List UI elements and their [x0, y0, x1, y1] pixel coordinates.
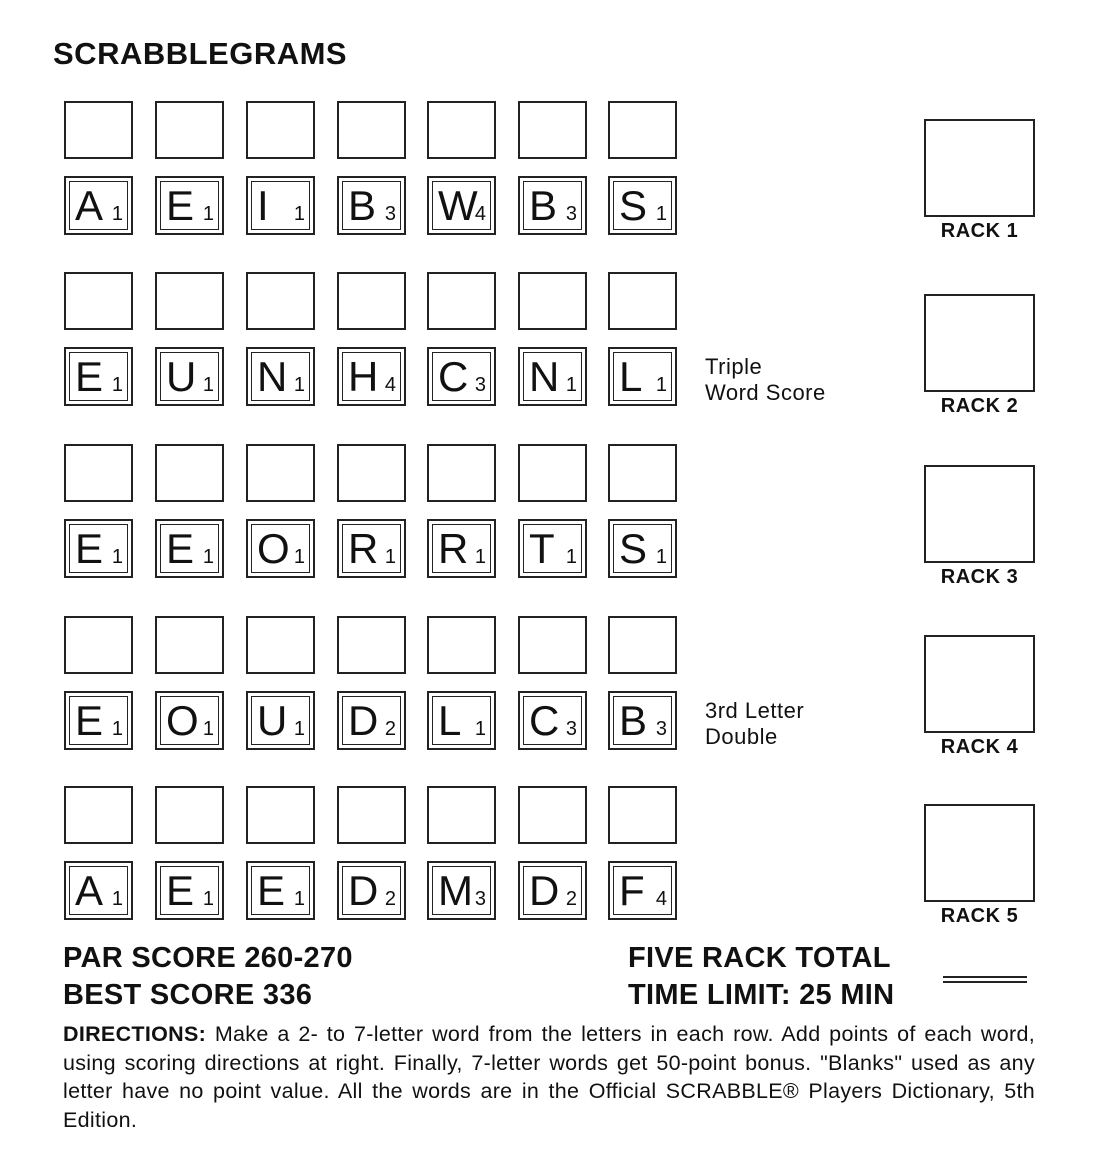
tile-points: 4 [384, 374, 396, 396]
letter-tile [518, 519, 587, 578]
scoring-note-line: Double [705, 724, 778, 749]
letter-tile [608, 347, 677, 406]
puzzle-title: SCRABBLEGRAMS [53, 36, 348, 71]
tile-points: 1 [293, 888, 305, 910]
best-score: BEST SCORE 336 [63, 979, 313, 1011]
tile-letter: B [348, 182, 377, 229]
tile-letter: A [75, 182, 104, 229]
rack-label: RACK 2 [940, 395, 1019, 417]
answer-square[interactable] [64, 272, 133, 330]
letter-tile [427, 691, 496, 750]
rack-label: RACK 1 [940, 220, 1019, 242]
tile-points: 4 [474, 203, 486, 225]
answer-square[interactable] [608, 101, 677, 159]
answer-square[interactable] [337, 616, 406, 674]
tile-letter: I [257, 182, 269, 229]
answer-square[interactable] [246, 272, 315, 330]
tile-letter: C [438, 353, 469, 400]
tile-points: 1 [565, 374, 577, 396]
tile-points: 1 [202, 888, 214, 910]
letter-tile [246, 347, 315, 406]
tile-points: 1 [202, 718, 214, 740]
tile-points: 1 [111, 374, 123, 396]
tile-letter: N [529, 353, 560, 400]
tile-letter: L [438, 697, 462, 744]
tile-points: 1 [474, 718, 486, 740]
answer-square[interactable] [427, 616, 496, 674]
tile-points: 3 [474, 374, 486, 396]
tile-letter: E [257, 867, 286, 914]
answer-square[interactable] [518, 616, 587, 674]
letter-tile [64, 519, 133, 578]
answer-square[interactable] [518, 101, 587, 159]
letter-tile [246, 691, 315, 750]
tile-points: 1 [655, 203, 667, 225]
tile-letter: O [166, 697, 199, 744]
scoring-note [705, 354, 826, 406]
tile-points: 2 [565, 888, 577, 910]
letter-tile [608, 519, 677, 578]
tile-letter: T [529, 525, 555, 572]
letter-tile [608, 861, 677, 920]
answer-square[interactable] [64, 786, 133, 844]
tile-letter: U [257, 697, 288, 744]
tile-points: 1 [111, 718, 123, 740]
tile-letter: C [529, 697, 560, 744]
tile-points: 2 [384, 718, 396, 740]
tile-points: 3 [384, 203, 396, 225]
letter-tile [64, 347, 133, 406]
answer-square[interactable] [246, 786, 315, 844]
letter-tile [518, 861, 587, 920]
letter-tile [246, 519, 315, 578]
tile-letter: B [529, 182, 558, 229]
tile-points: 1 [111, 888, 123, 910]
answer-square[interactable] [246, 101, 315, 159]
letter-tile [337, 691, 406, 750]
tile-letter: O [257, 525, 290, 572]
tile-points: 1 [293, 203, 305, 225]
answer-square[interactable] [246, 444, 315, 502]
letter-tile [155, 176, 224, 235]
tile-letter: M [438, 867, 473, 914]
letter-tile [64, 176, 133, 235]
rack-score-box[interactable] [924, 119, 1035, 217]
scoring-note-line: 3rd Letter [705, 698, 805, 723]
tile-letter: E [166, 182, 195, 229]
tile-points: 1 [293, 374, 305, 396]
directions-text: Make a 2- to 7-letter word from the letters in each row. Add points of each word, using scoring directions at right. Finally, 7-letter words get 50-point bonus. "Blanks" used as any letter have no point value. All the words are in the Official SCRABBLE® Players Dictionary, 5th Edition. [63, 1022, 1035, 1132]
time-limit: TIME LIMIT: 25 MIN [628, 979, 895, 1011]
scoring-note-line: Word Score [705, 380, 826, 405]
rack-score-box[interactable] [924, 465, 1035, 563]
rack-score-box[interactable] [924, 635, 1035, 733]
letter-tile [608, 176, 677, 235]
letter-tile [246, 861, 315, 920]
tile-letter: R [438, 525, 469, 572]
answer-square[interactable] [518, 786, 587, 844]
rack-score-box[interactable] [924, 804, 1035, 902]
tile-points: 3 [565, 718, 577, 740]
letter-tile [337, 519, 406, 578]
answer-square[interactable] [427, 786, 496, 844]
tile-letter: D [529, 867, 560, 914]
letter-tile [155, 691, 224, 750]
tile-points: 1 [474, 546, 486, 568]
letter-tile [64, 861, 133, 920]
tile-points: 1 [293, 546, 305, 568]
tile-letter: E [166, 867, 195, 914]
tile-points: 3 [565, 203, 577, 225]
answer-square[interactable] [427, 101, 496, 159]
answer-square[interactable] [64, 444, 133, 502]
answer-square[interactable] [64, 616, 133, 674]
tile-letter: E [75, 525, 104, 572]
rack-score-box[interactable] [924, 294, 1035, 392]
tile-points: 3 [655, 718, 667, 740]
tile-letter: E [75, 353, 104, 400]
answer-square[interactable] [608, 786, 677, 844]
answer-square[interactable] [337, 101, 406, 159]
tile-letter: E [166, 525, 195, 572]
tile-letter: W [438, 182, 478, 229]
tile-points: 1 [565, 546, 577, 568]
total-line-top [943, 976, 1027, 978]
tile-letter: A [75, 867, 104, 914]
directions-label: DIRECTIONS: [63, 1022, 207, 1046]
par-score: PAR SCORE 260-270 [63, 942, 353, 974]
letter-tile [427, 861, 496, 920]
tile-letter: S [619, 525, 648, 572]
tile-points: 1 [202, 203, 214, 225]
tile-points: 1 [202, 546, 214, 568]
answer-square[interactable] [155, 786, 224, 844]
tile-points: 1 [111, 203, 123, 225]
letter-tile [64, 691, 133, 750]
tile-points: 1 [384, 546, 396, 568]
answer-square[interactable] [608, 272, 677, 330]
total-line-bottom[interactable] [943, 981, 1027, 983]
letter-tile [155, 519, 224, 578]
letter-tile [337, 176, 406, 235]
letter-tile [155, 861, 224, 920]
letter-tile [518, 691, 587, 750]
tile-points: 1 [293, 718, 305, 740]
answer-square[interactable] [155, 616, 224, 674]
letter-tile [518, 347, 587, 406]
tile-points: 1 [655, 546, 667, 568]
tile-letter: F [619, 867, 645, 914]
tile-points: 1 [655, 374, 667, 396]
tile-letter: D [348, 867, 379, 914]
letter-tile [337, 347, 406, 406]
tile-letter: R [348, 525, 379, 572]
answer-square[interactable] [337, 272, 406, 330]
answer-square[interactable] [518, 444, 587, 502]
tile-points: 1 [202, 374, 214, 396]
rack-label: RACK 4 [940, 736, 1019, 758]
rack-label: RACK 3 [940, 566, 1019, 588]
answer-square[interactable] [427, 444, 496, 502]
tile-points: 2 [384, 888, 396, 910]
tile-letter: B [619, 697, 648, 744]
tile-letter: D [348, 697, 379, 744]
tile-letter: N [257, 353, 288, 400]
scoring-note [705, 698, 804, 750]
letter-tile [518, 176, 587, 235]
tile-letter: L [619, 353, 643, 400]
letter-tile [427, 519, 496, 578]
answer-square[interactable] [64, 101, 133, 159]
directions [63, 1020, 1035, 1134]
tile-points: 4 [655, 888, 667, 910]
letter-tile [155, 347, 224, 406]
answer-square[interactable] [155, 272, 224, 330]
tile-letter: H [348, 353, 379, 400]
five-rack-total-label: FIVE RACK TOTAL [628, 942, 891, 974]
answer-square[interactable] [427, 272, 496, 330]
answer-square[interactable] [518, 272, 587, 330]
answer-square[interactable] [608, 444, 677, 502]
answer-square[interactable] [337, 786, 406, 844]
tile-letter: S [619, 182, 648, 229]
letter-tile [337, 861, 406, 920]
rack-label: RACK 5 [940, 905, 1019, 927]
answer-square[interactable] [155, 444, 224, 502]
tile-letter: E [75, 697, 104, 744]
tile-letter: U [166, 353, 197, 400]
tile-points: 1 [111, 546, 123, 568]
answer-square[interactable] [246, 616, 315, 674]
answer-square[interactable] [337, 444, 406, 502]
answer-square[interactable] [155, 101, 224, 159]
scoring-note-line: Triple [705, 354, 763, 379]
letter-tile [608, 691, 677, 750]
letter-tile [427, 176, 496, 235]
letter-tile [246, 176, 315, 235]
letter-tile [427, 347, 496, 406]
tile-points: 3 [474, 888, 486, 910]
answer-square[interactable] [608, 616, 677, 674]
